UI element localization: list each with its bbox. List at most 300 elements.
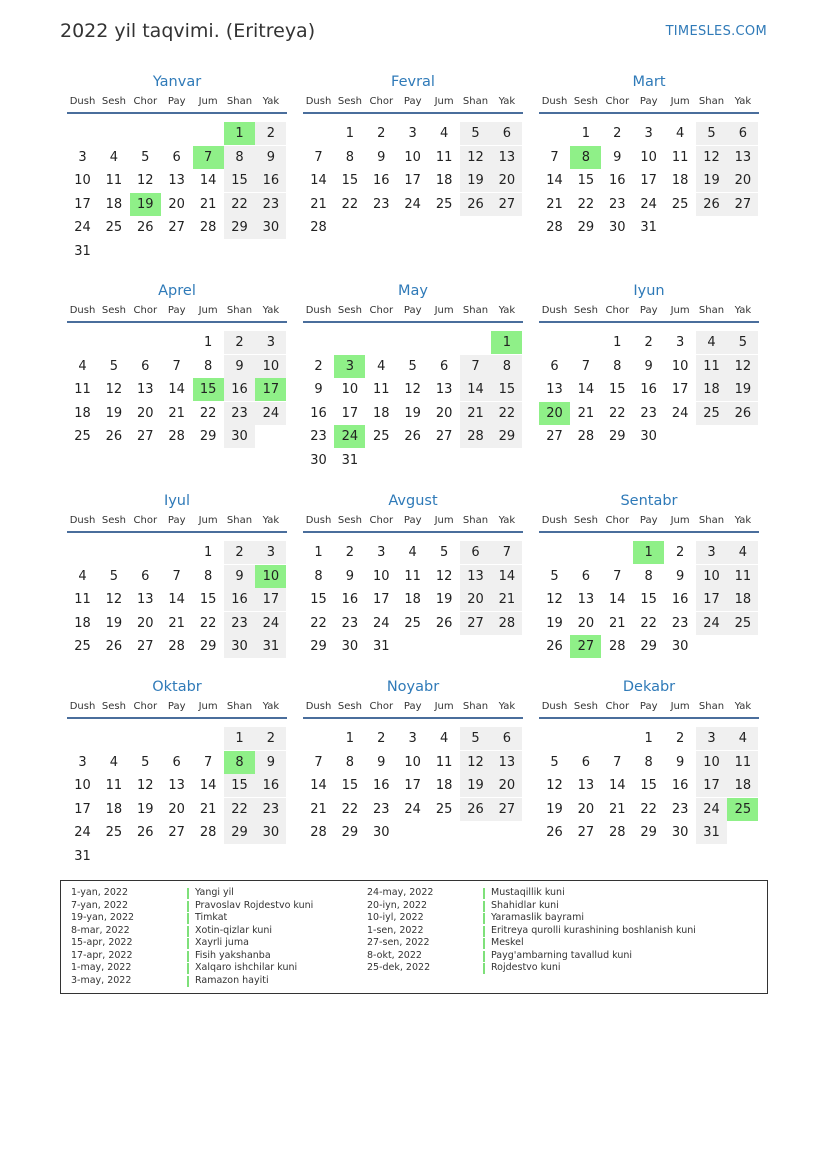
- legend-item: [367, 912, 717, 925]
- day-cell: 18: [105, 196, 123, 212]
- weekday-header: [539, 92, 759, 114]
- day-cell: 23: [255, 193, 286, 216]
- month-mart: [539, 72, 759, 256]
- day-cell: 15: [224, 169, 255, 192]
- weekday-label: Pay: [403, 515, 422, 526]
- day-cell: 14: [199, 173, 217, 189]
- day-cell: 7: [491, 541, 522, 564]
- day-cell: 18: [727, 588, 758, 611]
- day-cell: 8: [491, 355, 522, 378]
- weekday-header: [67, 511, 287, 533]
- legend-item: [367, 900, 717, 913]
- day-cell: 26: [137, 825, 154, 841]
- day-cell: 15: [640, 592, 657, 608]
- legend-name: Rojdestvo kuni: [491, 962, 561, 973]
- month-name: Iyun: [633, 283, 665, 299]
- legend-date: 25-dek, 2022: [367, 962, 431, 973]
- day-cell: 13: [137, 592, 154, 608]
- day-cell: 18: [435, 173, 453, 189]
- legend-name: Yaramaslik bayrami: [491, 912, 584, 923]
- day-cell: 14: [460, 378, 491, 401]
- weekday-label: Yak: [734, 305, 752, 316]
- weekday-label: Jum: [434, 515, 454, 526]
- weekday-label: Yak: [498, 96, 516, 107]
- weekday-label: Chor: [605, 701, 630, 712]
- day-cell: 5: [727, 331, 758, 354]
- day-cell: 23: [373, 801, 390, 817]
- day-cell: 29: [577, 220, 595, 236]
- legend-date: 1-sen, 2022: [367, 924, 424, 936]
- day-cell: 2: [675, 731, 685, 746]
- day-cell: 29: [224, 821, 255, 844]
- day-grid: [67, 114, 287, 259]
- day-cell: 11: [696, 355, 727, 378]
- day-cell: 25: [373, 429, 390, 445]
- day-cell: 21: [168, 615, 185, 631]
- day-cell: 16: [255, 774, 286, 797]
- weekday-label: Yak: [498, 701, 516, 712]
- weekday-label: Sesh: [573, 515, 598, 526]
- day-cell: 1: [345, 731, 355, 746]
- day-cell: 5: [141, 754, 150, 770]
- weekday-label: Yak: [734, 701, 752, 712]
- day-cell: 17: [255, 588, 286, 611]
- day-cell: 25: [435, 801, 453, 817]
- day-cell: 9: [314, 382, 323, 398]
- weekday-label: Sesh: [337, 701, 362, 712]
- day-cell: 16: [373, 778, 390, 794]
- day-cell: 22: [199, 405, 217, 421]
- day-cell: 21: [199, 196, 217, 212]
- weekday-label: Shan: [226, 701, 253, 712]
- legend-date: 24-may, 2022: [367, 887, 434, 898]
- day-cell: 9: [377, 149, 386, 165]
- month-name: Aprel: [158, 283, 196, 299]
- legend-name: Shahidlar kuni: [491, 899, 559, 911]
- day-cell: 30: [224, 425, 255, 448]
- day-cell: 10: [341, 382, 359, 398]
- month-aprel: [67, 281, 287, 465]
- day-cell: 6: [727, 122, 758, 145]
- holiday-day-cell: 8: [570, 146, 601, 169]
- day-cell: 9: [675, 754, 685, 770]
- day-cell: 25: [105, 825, 123, 841]
- day-cell: 22: [640, 615, 657, 631]
- day-cell: 14: [168, 592, 185, 608]
- day-cell: 12: [460, 751, 491, 774]
- legend-item: [71, 975, 421, 988]
- day-cell: 18: [696, 378, 727, 401]
- day-cell: 17: [404, 778, 421, 794]
- weekday-header: [539, 697, 759, 719]
- legend-date: 15-apr, 2022: [71, 937, 133, 948]
- day-cell: 27: [168, 220, 185, 236]
- day-cell: 1: [644, 731, 653, 746]
- day-cell: 5: [408, 358, 417, 374]
- legend-name: Xalqaro ishchilar kuni: [195, 962, 298, 973]
- day-cell: 3: [696, 727, 727, 750]
- day-cell: 8: [203, 568, 213, 584]
- day-cell: 4: [696, 331, 727, 354]
- day-cell: 13: [491, 146, 522, 169]
- day-cell: 10: [74, 778, 91, 794]
- day-cell: 31: [373, 639, 390, 655]
- day-cell: 30: [255, 216, 286, 239]
- legend-name: Xayrli juma: [195, 937, 249, 948]
- day-cell: 28: [460, 425, 491, 448]
- day-grid: [539, 719, 759, 861]
- weekday-label: Dush: [305, 701, 332, 712]
- day-cell: 6: [172, 754, 181, 770]
- day-cell: 31: [74, 849, 91, 864]
- day-cell: 28: [546, 220, 563, 236]
- weekday-label: Pay: [167, 96, 186, 107]
- day-cell: 28: [199, 825, 217, 841]
- day-cell: 3: [78, 149, 87, 165]
- day-cell: 7: [203, 754, 213, 770]
- weekday-label: Dush: [69, 96, 96, 107]
- day-cell: 23: [671, 801, 689, 817]
- legend-name: Ramazon hayiti: [195, 974, 269, 986]
- day-grid: [67, 719, 287, 864]
- day-cell: 7: [581, 358, 591, 374]
- weekday-label: Dush: [69, 305, 96, 316]
- month-name: May: [398, 283, 428, 299]
- day-cell: 11: [105, 173, 123, 189]
- day-cell: 27: [491, 798, 522, 821]
- day-cell: 1: [581, 126, 591, 141]
- legend-marker: [187, 888, 189, 899]
- day-cell: 2: [345, 545, 355, 560]
- weekday-label: Pay: [167, 701, 186, 712]
- weekday-label: Chor: [605, 96, 630, 107]
- day-cell: 17: [341, 405, 359, 421]
- day-cell: 25: [404, 615, 421, 631]
- day-cell: 13: [435, 382, 453, 398]
- day-cell: 10: [671, 358, 689, 374]
- day-cell: 2: [255, 122, 286, 145]
- day-cell: 4: [727, 541, 758, 564]
- day-cell: 30: [224, 635, 255, 658]
- day-grid: [539, 533, 759, 675]
- day-cell: 23: [341, 615, 359, 631]
- day-cell: 17: [74, 801, 91, 817]
- weekday-label: Dush: [541, 305, 568, 316]
- day-cell: 12: [460, 146, 491, 169]
- day-cell: 15: [199, 592, 217, 608]
- weekday-label: Jum: [198, 305, 218, 316]
- day-cell: 12: [696, 146, 727, 169]
- day-cell: 22: [341, 801, 359, 817]
- legend-item: [367, 925, 717, 938]
- day-cell: 28: [491, 612, 522, 635]
- day-cell: 31: [74, 244, 91, 259]
- day-cell: 21: [460, 402, 491, 425]
- day-cell: 23: [224, 612, 255, 635]
- legend-column-right: [367, 887, 717, 975]
- day-cell: 29: [310, 639, 327, 655]
- day-cell: 30: [341, 639, 359, 655]
- month-may: [303, 281, 523, 468]
- legend-date: 19-yan, 2022: [71, 912, 135, 923]
- day-cell: 31: [640, 220, 657, 236]
- day-cell: 30: [671, 639, 689, 655]
- day-cell: 19: [404, 405, 421, 421]
- legend-marker: [187, 951, 189, 962]
- day-cell: 13: [460, 565, 491, 588]
- weekday-label: Dush: [69, 515, 96, 526]
- day-cell: 12: [727, 355, 758, 378]
- day-cell: 4: [78, 568, 87, 584]
- day-cell: 6: [172, 149, 181, 165]
- day-cell: 5: [141, 149, 150, 165]
- month-name: Dekabr: [622, 679, 676, 695]
- day-cell: 24: [255, 402, 286, 425]
- weekday-label: Shan: [226, 96, 253, 107]
- weekday-label: Jum: [670, 701, 690, 712]
- day-cell: 16: [373, 173, 390, 189]
- day-cell: 15: [310, 592, 327, 608]
- legend-date: 7-yan, 2022: [71, 899, 128, 911]
- day-cell: 29: [491, 425, 522, 448]
- day-cell: 20: [577, 801, 595, 817]
- day-cell: 21: [310, 196, 327, 212]
- weekday-label: Dush: [69, 701, 96, 712]
- day-cell: 27: [460, 612, 491, 635]
- day-cell: 13: [137, 382, 154, 398]
- day-cell: 23: [373, 196, 390, 212]
- day-cell: 27: [435, 429, 453, 445]
- day-cell: 14: [546, 173, 563, 189]
- day-cell: 28: [609, 825, 626, 841]
- day-cell: 6: [491, 122, 522, 145]
- day-cell: 14: [491, 565, 522, 588]
- day-cell: 8: [203, 358, 213, 374]
- legend-marker: [483, 938, 485, 949]
- day-cell: 21: [310, 801, 327, 817]
- day-cell: 29: [341, 825, 359, 841]
- month-name: Sentabr: [620, 493, 678, 509]
- day-cell: 4: [439, 126, 449, 141]
- day-cell: 12: [404, 382, 421, 398]
- day-cell: 24: [404, 196, 421, 212]
- day-cell: 13: [168, 173, 185, 189]
- day-cell: 24: [696, 612, 727, 635]
- legend-name: Meskel: [491, 937, 524, 948]
- day-cell: 2: [255, 727, 286, 750]
- holiday-day-cell: 7: [193, 146, 224, 169]
- weekday-label: Dush: [541, 515, 568, 526]
- day-cell: 13: [491, 751, 522, 774]
- month-yanvar: [67, 72, 287, 259]
- day-cell: 20: [491, 169, 522, 192]
- day-cell: 19: [105, 405, 123, 421]
- day-cell: 25: [74, 429, 91, 445]
- day-cell: 19: [727, 378, 758, 401]
- day-cell: 20: [577, 615, 595, 631]
- day-cell: 18: [74, 405, 91, 421]
- day-cell: 15: [609, 382, 626, 398]
- day-cell: 20: [460, 588, 491, 611]
- day-cell: 13: [727, 146, 758, 169]
- holiday-day-cell: 17: [255, 378, 286, 401]
- day-cell: 29: [199, 639, 217, 655]
- day-cell: 8: [644, 754, 653, 770]
- day-cell: 22: [577, 196, 595, 212]
- day-cell: 25: [74, 639, 91, 655]
- weekday-label: Chor: [133, 305, 158, 316]
- day-cell: 2: [675, 545, 685, 560]
- day-cell: 9: [613, 149, 622, 165]
- day-cell: 16: [255, 169, 286, 192]
- weekday-label: Jum: [434, 701, 454, 712]
- day-cell: 21: [491, 588, 522, 611]
- month-dekabr: [539, 677, 759, 861]
- day-cell: 10: [404, 149, 421, 165]
- legend-date: 8-okt, 2022: [367, 949, 422, 961]
- legend-marker: [483, 888, 485, 899]
- day-cell: 16: [671, 778, 689, 794]
- weekday-label: Chor: [133, 701, 158, 712]
- weekday-label: Dush: [305, 96, 332, 107]
- holiday-day-cell: 3: [334, 355, 365, 378]
- day-cell: 25: [696, 402, 727, 425]
- day-cell: 6: [550, 358, 559, 374]
- day-cell: 2: [224, 541, 255, 564]
- day-cell: 31: [341, 453, 359, 468]
- day-cell: 16: [640, 382, 657, 398]
- weekday-header: [303, 697, 523, 719]
- day-cell: 17: [640, 173, 657, 189]
- day-cell: 5: [439, 545, 449, 560]
- day-cell: 5: [109, 568, 119, 584]
- day-cell: 19: [460, 774, 491, 797]
- day-cell: 6: [141, 358, 150, 374]
- day-cell: 15: [577, 173, 595, 189]
- day-cell: 28: [310, 825, 327, 841]
- legend-marker: [187, 963, 189, 974]
- legend-marker: [483, 901, 485, 912]
- weekday-label: Chor: [369, 96, 394, 107]
- month-iyul: [67, 491, 287, 675]
- weekday-label: Pay: [167, 515, 186, 526]
- day-grid: [303, 323, 523, 468]
- day-cell: 6: [491, 727, 522, 750]
- weekday-label: Chor: [133, 96, 158, 107]
- weekday-label: Pay: [639, 515, 658, 526]
- day-cell: 31: [696, 821, 727, 844]
- weekday-label: Yak: [734, 96, 752, 107]
- day-cell: 16: [310, 405, 327, 421]
- day-cell: 22: [224, 798, 255, 821]
- day-cell: 2: [224, 331, 255, 354]
- day-cell: 7: [613, 568, 622, 584]
- day-cell: 21: [546, 196, 563, 212]
- day-cell: 26: [546, 639, 563, 655]
- legend-name: Payg'ambarning tavallud kuni: [491, 949, 633, 961]
- weekday-label: Sesh: [337, 96, 362, 107]
- day-cell: 29: [640, 825, 657, 841]
- month-sentabr: [539, 491, 759, 675]
- day-cell: 4: [408, 545, 417, 560]
- day-cell: 17: [74, 196, 91, 212]
- day-cell: 23: [671, 615, 689, 631]
- day-cell: 29: [609, 429, 626, 445]
- day-cell: 2: [644, 335, 653, 350]
- holiday-day-cell: 27: [570, 635, 601, 658]
- day-cell: 10: [255, 355, 286, 378]
- weekday-label: Chor: [369, 305, 394, 316]
- day-cell: 28: [199, 220, 217, 236]
- day-cell: 27: [137, 429, 154, 445]
- month-oktabr: [67, 677, 287, 864]
- legend-date: 20-iyn, 2022: [367, 899, 428, 911]
- legend-item: [367, 887, 717, 900]
- day-cell: 14: [310, 778, 327, 794]
- day-cell: 19: [435, 592, 453, 608]
- month-name: Iyul: [163, 493, 191, 509]
- day-cell: 29: [224, 216, 255, 239]
- day-cell: 11: [435, 754, 453, 770]
- day-cell: 14: [577, 382, 595, 398]
- day-cell: 20: [168, 196, 185, 212]
- day-cell: 19: [460, 169, 491, 192]
- weekday-label: Jum: [670, 305, 690, 316]
- day-cell: 13: [546, 382, 563, 398]
- day-grid: [67, 323, 287, 465]
- day-cell: 8: [345, 149, 355, 165]
- day-cell: 9: [255, 751, 286, 774]
- day-cell: 24: [74, 825, 91, 841]
- day-cell: 27: [727, 193, 758, 216]
- day-cell: 30: [640, 429, 657, 445]
- day-cell: 24: [671, 405, 689, 421]
- holiday-day-cell: 1: [633, 541, 664, 564]
- legend-date: 27-sen, 2022: [367, 937, 430, 948]
- day-cell: 8: [224, 146, 255, 169]
- day-cell: 13: [577, 592, 595, 608]
- legend-name: Yangi yil: [195, 887, 234, 898]
- day-cell: 19: [546, 615, 563, 631]
- day-cell: 24: [255, 612, 286, 635]
- day-cell: 4: [109, 754, 119, 770]
- day-cell: 1: [224, 727, 255, 750]
- day-cell: 22: [310, 615, 327, 631]
- day-cell: 3: [696, 541, 727, 564]
- day-cell: 13: [168, 778, 185, 794]
- legend-marker: [483, 913, 485, 924]
- day-cell: 14: [310, 173, 327, 189]
- day-cell: 17: [671, 382, 689, 398]
- day-cell: 26: [435, 615, 453, 631]
- brand-link[interactable]: TIMESLES.COM: [665, 24, 767, 39]
- day-cell: 25: [727, 612, 758, 635]
- day-cell: 8: [644, 568, 653, 584]
- day-cell: 30: [373, 825, 390, 841]
- day-cell: 12: [105, 592, 123, 608]
- day-cell: 6: [439, 358, 449, 374]
- day-cell: 30: [310, 453, 327, 468]
- legend-date: 3-may, 2022: [71, 974, 132, 986]
- day-cell: 6: [581, 754, 591, 770]
- day-cell: 26: [727, 402, 758, 425]
- weekday-label: Pay: [403, 96, 422, 107]
- legend-marker: [187, 901, 189, 912]
- weekday-label: Shan: [698, 305, 725, 316]
- day-cell: 19: [137, 801, 154, 817]
- weekday-header: [303, 301, 523, 323]
- day-cell: 16: [224, 588, 255, 611]
